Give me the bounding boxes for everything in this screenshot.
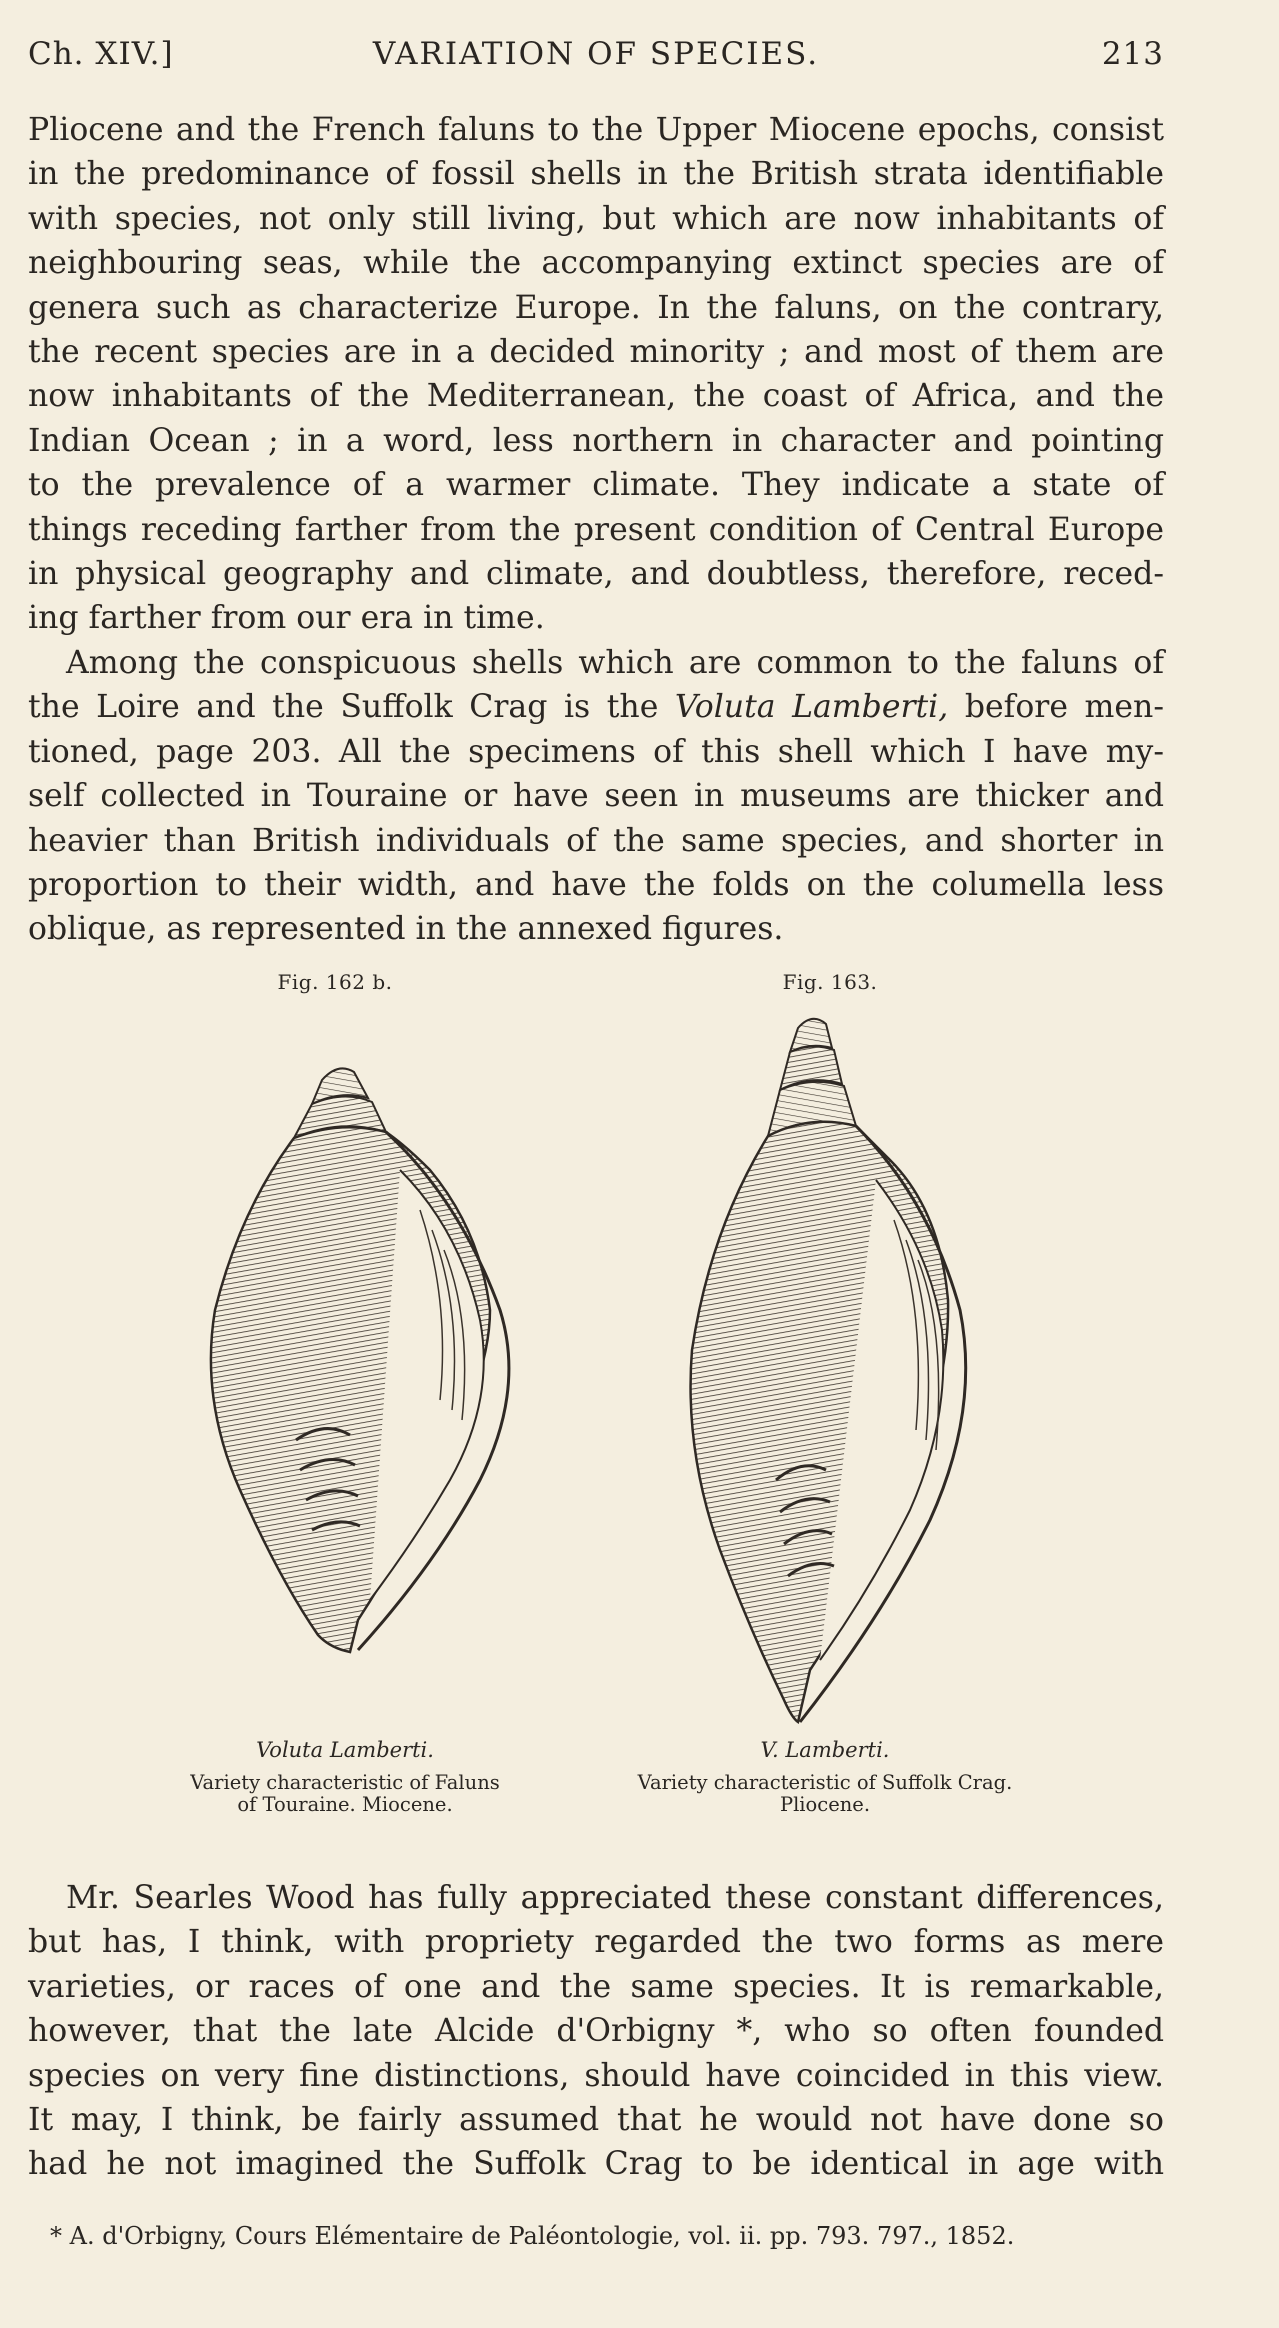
species-name: V. Lamberti. [760,1738,890,1762]
text-line: species on very fine distinctions, should have coincided in this view. [28,2057,1164,2094]
paragraph-3 [28,1876,1164,2187]
text-line: in physical geography and climate, and doubtless, therefore, reced- [28,556,1164,593]
running-title: VARIATION OF SPECIES. [372,36,820,72]
text-line: the recent species are in a decided minority ; and most of them are [28,334,1164,371]
figure-162-label: Fig. 162 b. [277,970,393,994]
text-block-top [28,108,1164,952]
voluta-shell-illustration-miocene [200,1060,540,1670]
text-block-bottom [28,1876,1164,2187]
text-line: with species, not only still living, but which are now inhabitants of [28,200,1164,237]
text-line: self collected in Touraine or have seen in museums are thicker and [28,778,1164,815]
page-number: 213 [1101,36,1164,72]
text-line: Mr. Searles Wood has fully appreciated these constant differences, [66,1880,1164,1916]
caption-line: of Touraine. Miocene. [237,1793,453,1816]
caption-line: Variety characteristic of Suffolk Crag. [637,1771,1013,1794]
figure-162-caption [150,1738,540,1816]
species-name: Voluta Lamberti, [674,689,949,726]
figure-163-label: Fig. 163. [782,970,878,994]
text-fragment: before men- [948,689,1164,726]
paragraph-2 [28,641,1164,952]
text-line: oblique, as represented in the annexed figures. [28,911,784,948]
text-line: to the prevalence of a warmer climate. They indicate a state of [28,467,1164,504]
caption-line: Pliocene. [779,1793,871,1816]
text-line: varieties, or races of one and the same species. It is remarkable, [28,1968,1164,2005]
footnote: * A. d'Orbigny, Cours Elémentaire de Paléontologie, vol. ii. pp. 793. 797., 1852. [50,2222,1015,2250]
running-head [28,36,1164,80]
text-line: ing farther from our era in time. [28,600,545,637]
text-line: tioned, page 203. All the specimens of this shell which I have my- [28,733,1164,770]
text-line: Among the conspicuous shells which are common to the faluns of [66,644,1164,681]
text-line: heavier than British individuals of the same species, and shorter in [28,822,1164,859]
text-line: had he not imagined the Suffolk Crag to be identical in age with [28,2146,1164,2183]
text-line: in the predominance of fossil shells in the British strata identifiable [28,156,1164,193]
text-line: but has, I think, with propriety regarded the two forms as mere [28,1924,1164,1961]
text-line: neighbouring seas, while the accompanying extinct species are of [28,245,1164,282]
text-fragment: the Loire and the Suffolk Crag is the [28,689,675,726]
text-line: proportion to their width, and have the folds on the columella less [28,866,1164,903]
caption-line: Variety characteristic of Faluns [190,1771,500,1794]
text-line: now inhabitants of the Mediterranean, the coast of Africa, and the [28,378,1164,415]
text-line: Pliocene and the French faluns to the Upper Miocene epochs, consist [28,112,1164,148]
text-line: things receding farther from the present condition of Central Europe [28,511,1164,548]
text-line: Indian Ocean ; in a word, less northern in character and pointing [28,422,1164,459]
voluta-shell-illustration-pliocene [680,1010,1000,1730]
paragraph-1 [28,108,1164,641]
text-line: genera such as characterize Europe. In the faluns, on the contrary, [28,289,1164,326]
species-name: Voluta Lamberti. [256,1738,434,1762]
chapter-label: Ch. XIV.] [28,36,174,72]
text-line: however, that the late Alcide d'Orbigny *, who so often founded [28,2013,1164,2050]
text-line: It may, I think, be fairly assumed that he would not have done so [28,2102,1164,2139]
figure-163-caption [590,1738,1060,1816]
text-line-with-species [28,685,1164,729]
